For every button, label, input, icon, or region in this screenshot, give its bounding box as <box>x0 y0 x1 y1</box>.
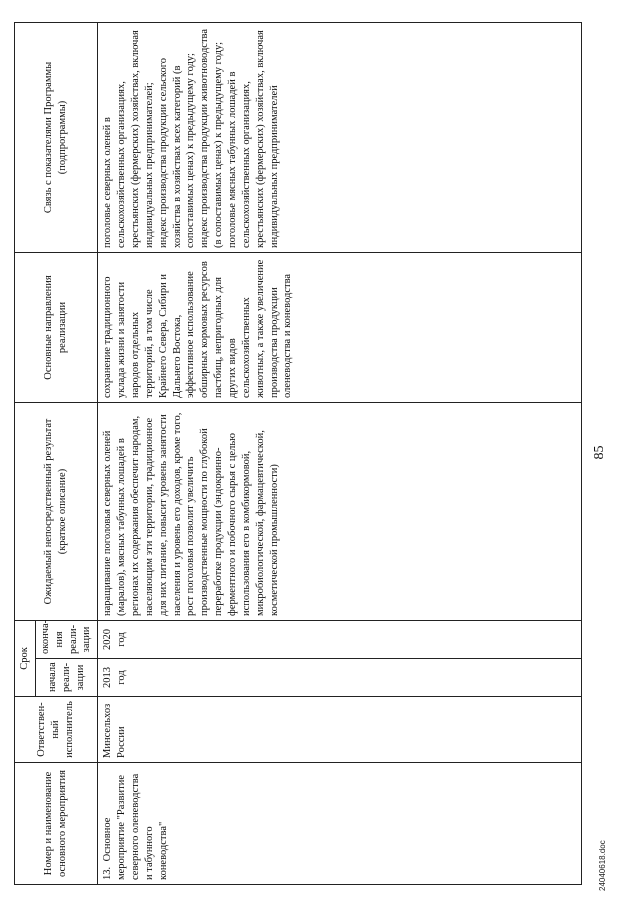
header-indicators-link: Связь с показателями Программы (подпрограммы) <box>15 22 98 252</box>
footer-filename: 24040618.doc <box>598 840 607 891</box>
executor-cell: Минсельхоз России <box>98 697 582 763</box>
start-cell: 2013 год <box>98 659 582 697</box>
activity-cell <box>98 763 582 885</box>
header-term: Срок <box>15 620 36 696</box>
header-end: оконча-ния реали-зации <box>35 620 97 658</box>
end-cell: 2020 год <box>98 620 582 658</box>
directions-cell: сохранение традиционного уклада жизни и занятости народов отдельных территорий, в том числе Крайнего Севера, Сибири и Дальнего Востока, эффективное использование обширных кормовых ресурсов пастбищ, непригодных для других видов сельскохозяйственных животных, а также увеличение производства продукции оленеводства и коневодства <box>98 252 582 402</box>
page-number: 85 <box>592 445 607 460</box>
indicators-link-cell: поголовье северных оленей в сельскохозяйственных организациях, крестьянских (фермерских) хозяйствах, включая индивидуальных предпринимателей; индекс производства продукции сельского хозяйства в хозяйствах всех категорий (в сопоставимых ценах) к предыдущему году; индекс производства продукции животноводства (в сопоставимых ценах) к предыдущему году; поголовье мясных табунных лошадей в сельскохозяйственных организациях, крестьянских (фермерских) хозяйствах, включая индивидуальных предпринимателей <box>98 22 582 252</box>
header-executor: Ответствен-ный исполнитель <box>15 697 98 763</box>
header-start: начала реали-зации <box>35 659 97 697</box>
activity-title: Основное мероприятие "Развитие северного оленеводства и табунного коневодства" <box>102 773 169 880</box>
expected-result-cell: наращивание поголовья северных оленей (маралов), мясных табунных лошадей в регионах их содержания обеспечит народам, населяющим эти территории, традиционное для них питание, повысит уровень занятости населения и уровень его доходов, кроме того, рост поголовья позволит увеличить производственные мощности по глубокой переработке продукции (эндокринно-ферментного и побочного сырья с целью использования его в комбикормовой, микробиологической, фармацевтической, косметической промышленности) <box>98 402 582 620</box>
header-directions: Основные направления реализации <box>15 252 98 402</box>
table-row <box>98 22 582 884</box>
header-expected-result: Ожидаемый непосредственный результат (краткое описание) <box>15 402 98 620</box>
header-activity: Номер и наименование основного мероприятия <box>15 763 98 885</box>
activities-table <box>14 22 582 885</box>
row-number: 13. <box>102 866 114 880</box>
